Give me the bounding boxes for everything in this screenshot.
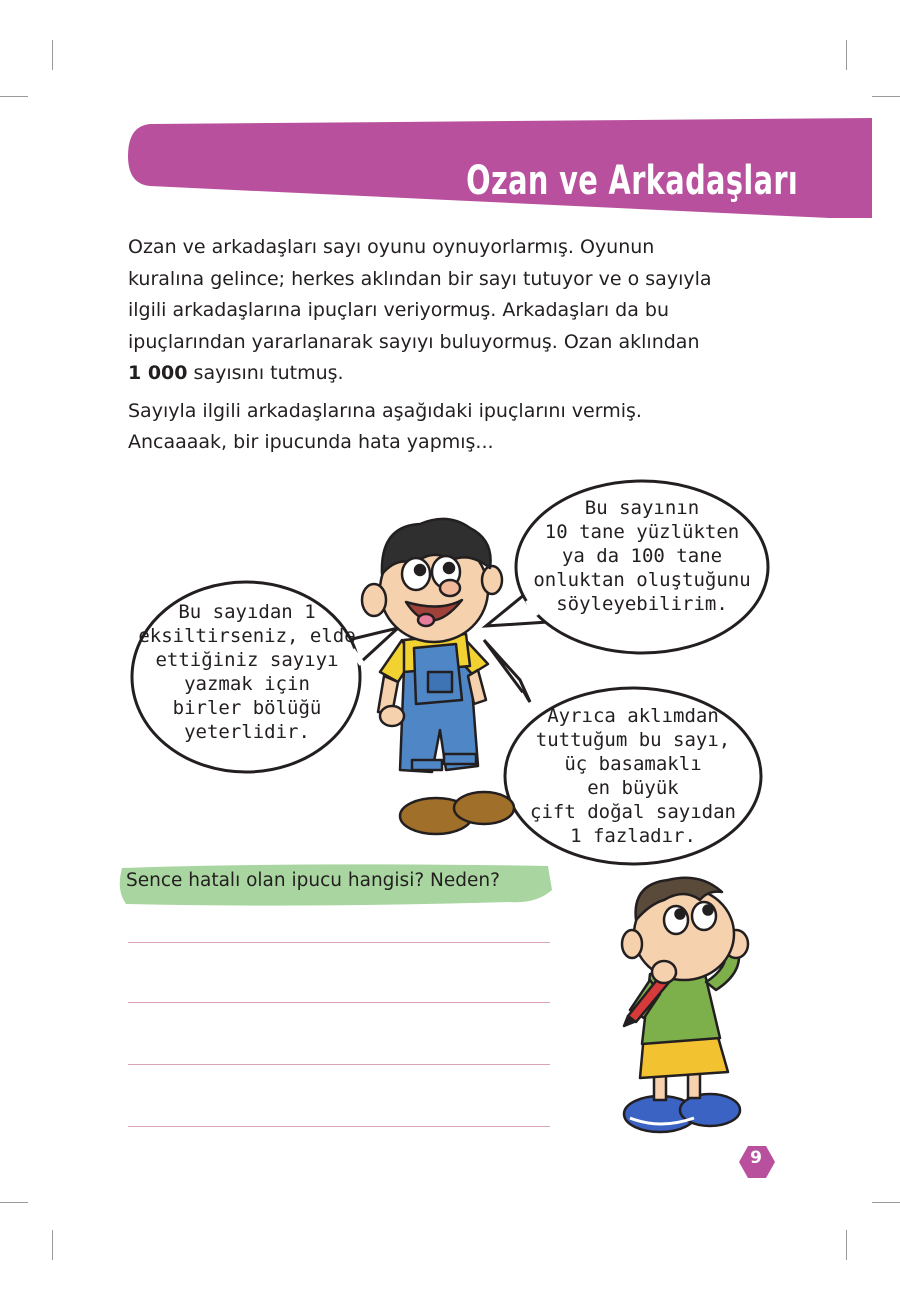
ozan-character bbox=[362, 519, 514, 834]
bubble-line: eksiltirseniz, elde bbox=[138, 625, 356, 647]
bubble-line: üç basamaklı bbox=[564, 753, 702, 775]
bubble-line: onluktan oluştuğunu bbox=[533, 569, 751, 591]
intro-line: Ozan ve arkadaşları sayı oyunu oynuyorlarmış. Oyunun bbox=[128, 236, 655, 258]
intro-line: Ancaaaak, bir ipucunda hata yapmış... bbox=[128, 431, 494, 453]
intro-line: Sayıyla ilgili arkadaşlarına aşağıdaki ipuçlarını vermiş. bbox=[128, 399, 642, 422]
bubble-line: 10 tane yüzlükten bbox=[544, 521, 740, 543]
page-title: Ozan ve Arkadaşları bbox=[465, 158, 798, 204]
question-prompt: Sence hatalı olan ipucu hangisi? Neden? bbox=[126, 870, 500, 891]
bubble-line: Bu sayının bbox=[584, 497, 700, 519]
bubble-line: yazmak için bbox=[184, 673, 310, 695]
bubble-line: tuttuğum bu sayı, bbox=[535, 729, 731, 751]
bottom-right-bubble-text bbox=[506, 704, 760, 848]
thinking-boy-character bbox=[622, 878, 748, 1132]
bubble-line: yeterlidir. bbox=[184, 721, 310, 743]
bubble-line: ya da 100 tane bbox=[561, 545, 723, 567]
bubble-line: Bu sayıdan 1 bbox=[178, 601, 316, 623]
bubble-line: söyleyebilirim. bbox=[556, 593, 728, 615]
left-bubble-text bbox=[136, 600, 358, 744]
bubble-line: birler bölüğü bbox=[172, 697, 322, 719]
bubble-line: çift doğal sayıdan bbox=[530, 801, 736, 823]
bubble-line: 1 fazladır. bbox=[570, 825, 696, 847]
top-right-bubble-text bbox=[516, 496, 768, 616]
bubble-line: Ayrıca aklımdan bbox=[547, 705, 719, 727]
bubble-line: ettiğiniz sayıyı bbox=[155, 649, 339, 671]
intro-line: kuralına gelince; herkes aklından bir sayı tutuyor ve o sayıyla bbox=[128, 267, 712, 290]
answer-line[interactable] bbox=[128, 1002, 550, 1003]
bubble-line: en büyük bbox=[587, 777, 679, 799]
answer-line[interactable] bbox=[128, 1064, 550, 1065]
answer-line[interactable] bbox=[128, 1126, 550, 1127]
intro-line: ilgili arkadaşlarına ipuçları veriyormuş. Arkadaşları da bu bbox=[128, 299, 669, 321]
intro-line: ipuçlarından yararlanarak sayıyı buluyormuş. Ozan aklından bbox=[128, 330, 700, 353]
highlighted-number: 1 000 bbox=[128, 362, 188, 384]
answer-line[interactable] bbox=[128, 942, 550, 943]
intro-line: sayısını tutmuş. bbox=[193, 362, 344, 384]
page-number: 9 bbox=[750, 1148, 762, 1168]
